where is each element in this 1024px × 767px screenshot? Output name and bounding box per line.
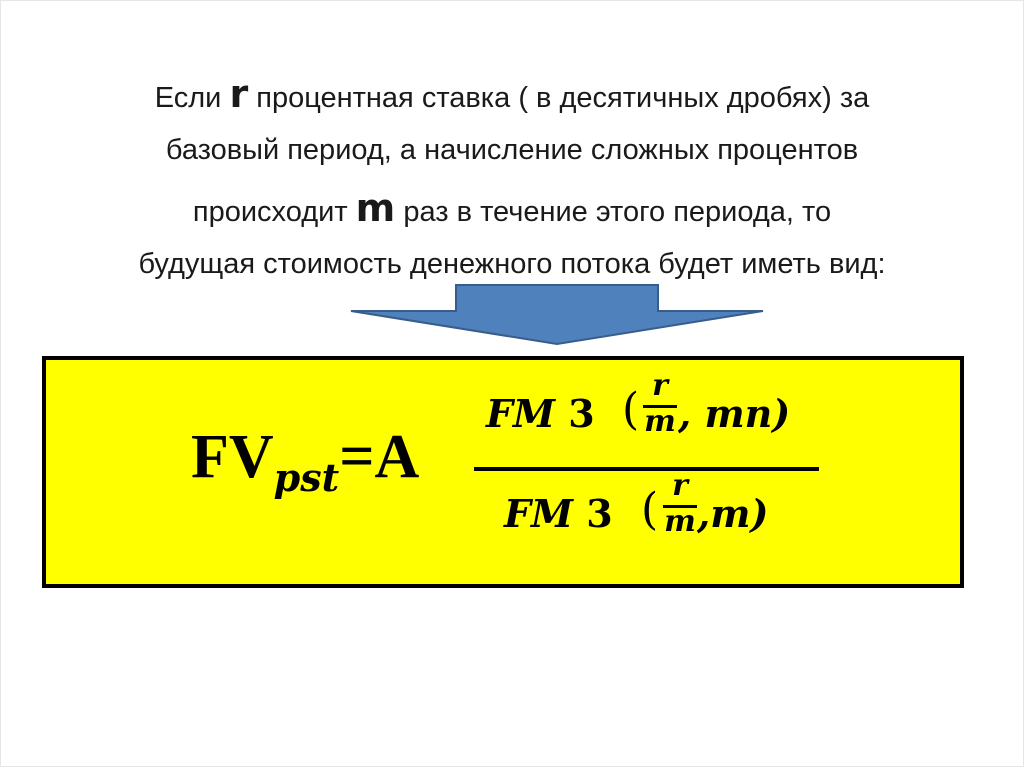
main-fraction-bar bbox=[474, 467, 819, 471]
numerator-suffix: , mn) bbox=[678, 391, 791, 436]
pst-subscript: pst bbox=[273, 455, 340, 500]
line1-suffix: процентная ставка ( в десятичных дробях) за bbox=[248, 82, 870, 114]
description-paragraph bbox=[40, 68, 984, 290]
down-arrow-icon bbox=[349, 284, 765, 346]
denominator-frac-top: r bbox=[672, 468, 688, 503]
numerator-digit: 3 bbox=[568, 391, 595, 436]
denominator-frac-bottom: m bbox=[664, 504, 696, 539]
denominator-suffix: ,m) bbox=[697, 491, 769, 536]
formula-box bbox=[42, 356, 964, 588]
numerator-fm-label: FM bbox=[486, 391, 556, 436]
denominator-fm bbox=[504, 491, 613, 536]
line1-prefix: Если bbox=[154, 82, 230, 114]
paragraph-line-3 bbox=[40, 182, 984, 238]
paragraph-line-1 bbox=[40, 68, 984, 124]
variable-m: m bbox=[355, 186, 396, 230]
equals-a: =A bbox=[339, 423, 420, 491]
denominator-fm-label: FM bbox=[504, 491, 574, 536]
paragraph-line-2: базовый период, а начисление сложных процентов bbox=[165, 134, 859, 166]
denominator-fraction bbox=[663, 468, 697, 545]
numerator-fraction bbox=[643, 368, 677, 445]
numerator-frac-top: r bbox=[652, 368, 668, 403]
paragraph-line-4: будущая стоимость денежного потока будет иметь вид: bbox=[138, 248, 886, 280]
numerator-fm bbox=[486, 391, 595, 436]
numerator-open-paren: ( bbox=[622, 384, 640, 435]
numerator-frac-bottom: m bbox=[644, 404, 676, 439]
fv-symbol: FV bbox=[191, 423, 274, 491]
formula-lhs bbox=[191, 422, 419, 500]
line3-suffix: раз в течение этого периода, то bbox=[395, 196, 832, 228]
denominator-open-paren: ( bbox=[641, 484, 659, 535]
denominator-digit: 3 bbox=[586, 491, 613, 536]
line3-prefix: происходит bbox=[192, 196, 356, 228]
variable-r: r bbox=[229, 72, 249, 116]
